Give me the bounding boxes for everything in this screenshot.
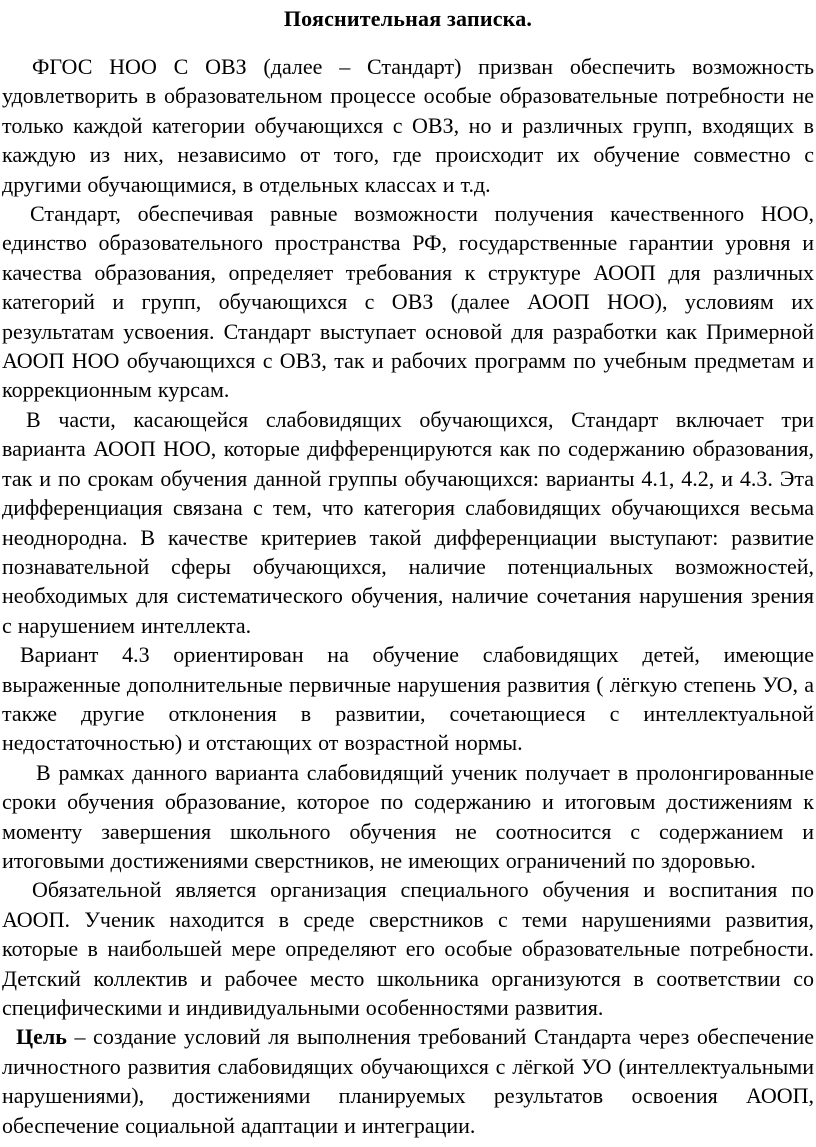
paragraph-variant-scope: В рамках данного варианта слабовидящий ученик получает в пролонгированные сроки обучения образование, которое по содержанию и итоговым достижениям к моменту завершения школьного обучения не соотносится с содержанием и итоговыми достижениями сверстников, не имеющих ограничений по здоровью.	[2, 759, 814, 873]
paragraph-variants: В части, касающейся слабовидящих обучающихся, Стандарт включает три варианта АООП НОО, которые дифференцируются как по содержанию образования, так и по срокам обучения данной группы обучающихся: варианты 4.1, 4.2, и 4.3. Эта дифференциация связана с тем, что категория слабовидящих обучающихся весьма неоднородна. В качестве критериев такой дифференциации выступают: развитие познавательной сферы обучающихся, наличие потенциальных возможностей, необходимых для систематического обучения, наличие сочетания нарушения зрения с нарушением интеллекта.	[2, 406, 814, 638]
page-title: Пояснительная записка.	[283, 6, 533, 31]
document-page	[2, 0, 814, 1140]
paragraph-standard-requirements: Стандарт, обеспечивая равные возможности получения качественного НОО, единство образовательного пространства РФ, государственные гарантии уровня и качества образования, определяет требования к структуре АООП для различных категорий и групп, обучающихся с ОВЗ (далее АООП НОО), условиям их результатам усвоения. Стандарт выступает основой для разработки как Примерной АООП НОО обучающихся с ОВЗ, так и рабочих программ по учебным предметам и коррекционным курсам.	[2, 201, 814, 403]
paragraph-goal	[2, 1022, 814, 1140]
goal-label: Цель	[16, 1024, 67, 1050]
paragraph-special-education: Обязательной является организация специального обучения и воспитания по АООП. Ученик находится в среде сверстников с теми нарушениями развития, которые в наибольшей мере определяют его особые образовательные потребности. Детский коллектив и рабочее место школьника организуются в соответствии со специфическими и индивидуальными особенностями развития.	[2, 877, 814, 1020]
goal-text: – создание условий ля выполнения требований Стандарта через обеспечение личностного развития слабовидящих обучающихся с лёгкой УО (интеллектуальными нарушениями), достижениями планируемых результатов освоения АООП, обеспечение социальной адаптации и интеграции.	[2, 1024, 814, 1138]
paragraph-variant-4-3: Вариант 4.3 ориентирован на обучение слабовидящих детей, имеющие выраженные дополнительные первичные нарушения развития ( лёгкую степень УО, а также другие отклонения в развитии, сочетающиеся с интеллектуальной недостаточностью) и отстающих от возрастной нормы.	[2, 642, 814, 756]
paragraph-standard-purpose: ФГОС НОО С ОВЗ (далее – Стандарт) призван обеспечить возможность удовлетворить в образовательном процессе особые образовательные потребности не только каждой категории обучающихся с ОВЗ, но и различных групп, входящих в каждую из них, независимо от того, где происходит их обучение совместно с другими обучающимися, в отдельных классах и т.д.	[2, 54, 814, 197]
